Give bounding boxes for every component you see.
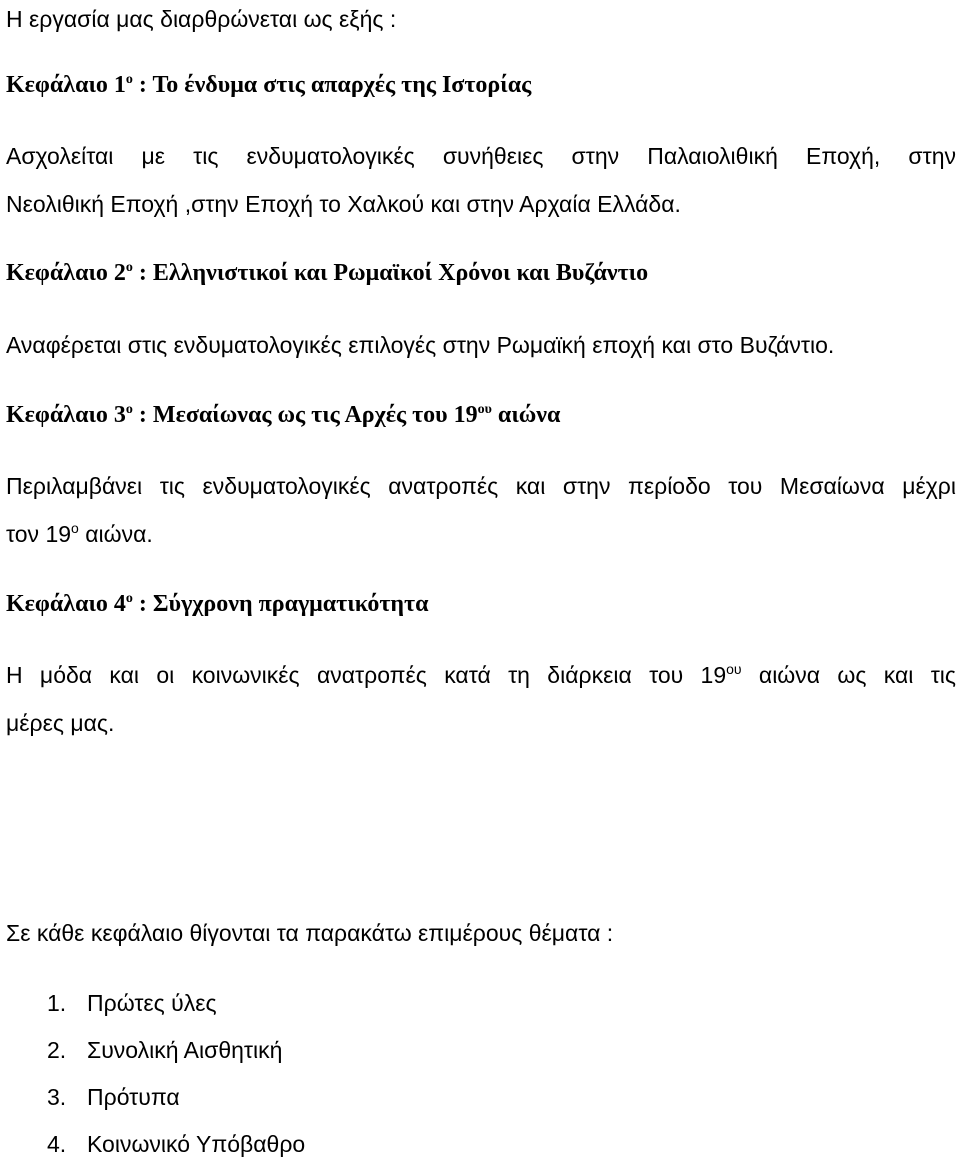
topics-intro: Σε κάθε κεφάλαιο θίγονται τα παρακάτω επιμέρους θέματα : xyxy=(6,920,614,946)
chapter-1-description-line-2: Νεολιθική Εποχή ,στην Εποχή το Χαλκού και στην Αρχαία Ελλάδα. xyxy=(6,191,681,217)
topic-label: Κοινωνικό Υπόβαθρο xyxy=(87,1131,306,1157)
topic-number: 2. xyxy=(47,1037,67,1063)
topic-number: 3. xyxy=(47,1084,67,1110)
topic-list-item xyxy=(47,1129,305,1159)
topic-label: Πρότυπα xyxy=(87,1084,180,1110)
chapter-3-description-line-1: Περιλαμβάνει τις ενδυματολογικές ανατροπές και στην περίοδο του Μεσαίωνα μέχρι xyxy=(6,473,956,499)
chapter-2-description: Αναφέρεται στις ενδυματολογικές επιλογές στην Ρωμαϊκή εποχή και στο Βυζάντιο. xyxy=(6,332,835,358)
chapter-3-heading: Κεφάλαιο $3^o$ : Μεσαίωνας ως τις Αρχές του $19^{o\upsilon}$ αιώνα xyxy=(6,402,561,428)
chapter-3-description-line-2: τον $19^o$ αιώνα. xyxy=(6,520,153,547)
chapter-4-heading: Κεφάλαιο $4^o$ : Σύγχρονη πραγματικότητα xyxy=(6,591,429,617)
chapter-1-description-line-1: Ασχολείται με τις ενδυματολογικές συνήθειες στην Παλαιολιθική Εποχή, στην xyxy=(6,143,956,169)
chapter-1-heading: Κεφάλαιο $1^o$ : Το ένδυμα στις απαρχές της Ιστορίας xyxy=(6,72,532,98)
topic-label: Συνολική Αισθητική xyxy=(87,1037,283,1063)
topic-label: Πρώτες ύλες xyxy=(87,990,217,1016)
topic-list-item xyxy=(47,988,217,1018)
topic-number: 1. xyxy=(47,990,67,1016)
topic-number: 4. xyxy=(47,1131,67,1157)
topic-list-item xyxy=(47,1035,282,1065)
chapter-2-heading: Κεφάλαιο $2^o$ : Ελληνιστικοί και Ρωμαϊκοί Χρόνοι και Βυζάντιο xyxy=(6,260,649,286)
topic-list-item xyxy=(47,1082,180,1112)
chapter-4-description-line-2: μέρες μας. xyxy=(6,710,115,736)
intro-text: Η εργασία μας διαρθρώνεται ως εξής : xyxy=(6,6,397,32)
chapter-4-description-line-1: Η μόδα και οι κοινωνικές ανατροπές κατά τη διάρκεια του $19^{o\upsilon}$ αιώνα ως και τις xyxy=(6,661,956,688)
